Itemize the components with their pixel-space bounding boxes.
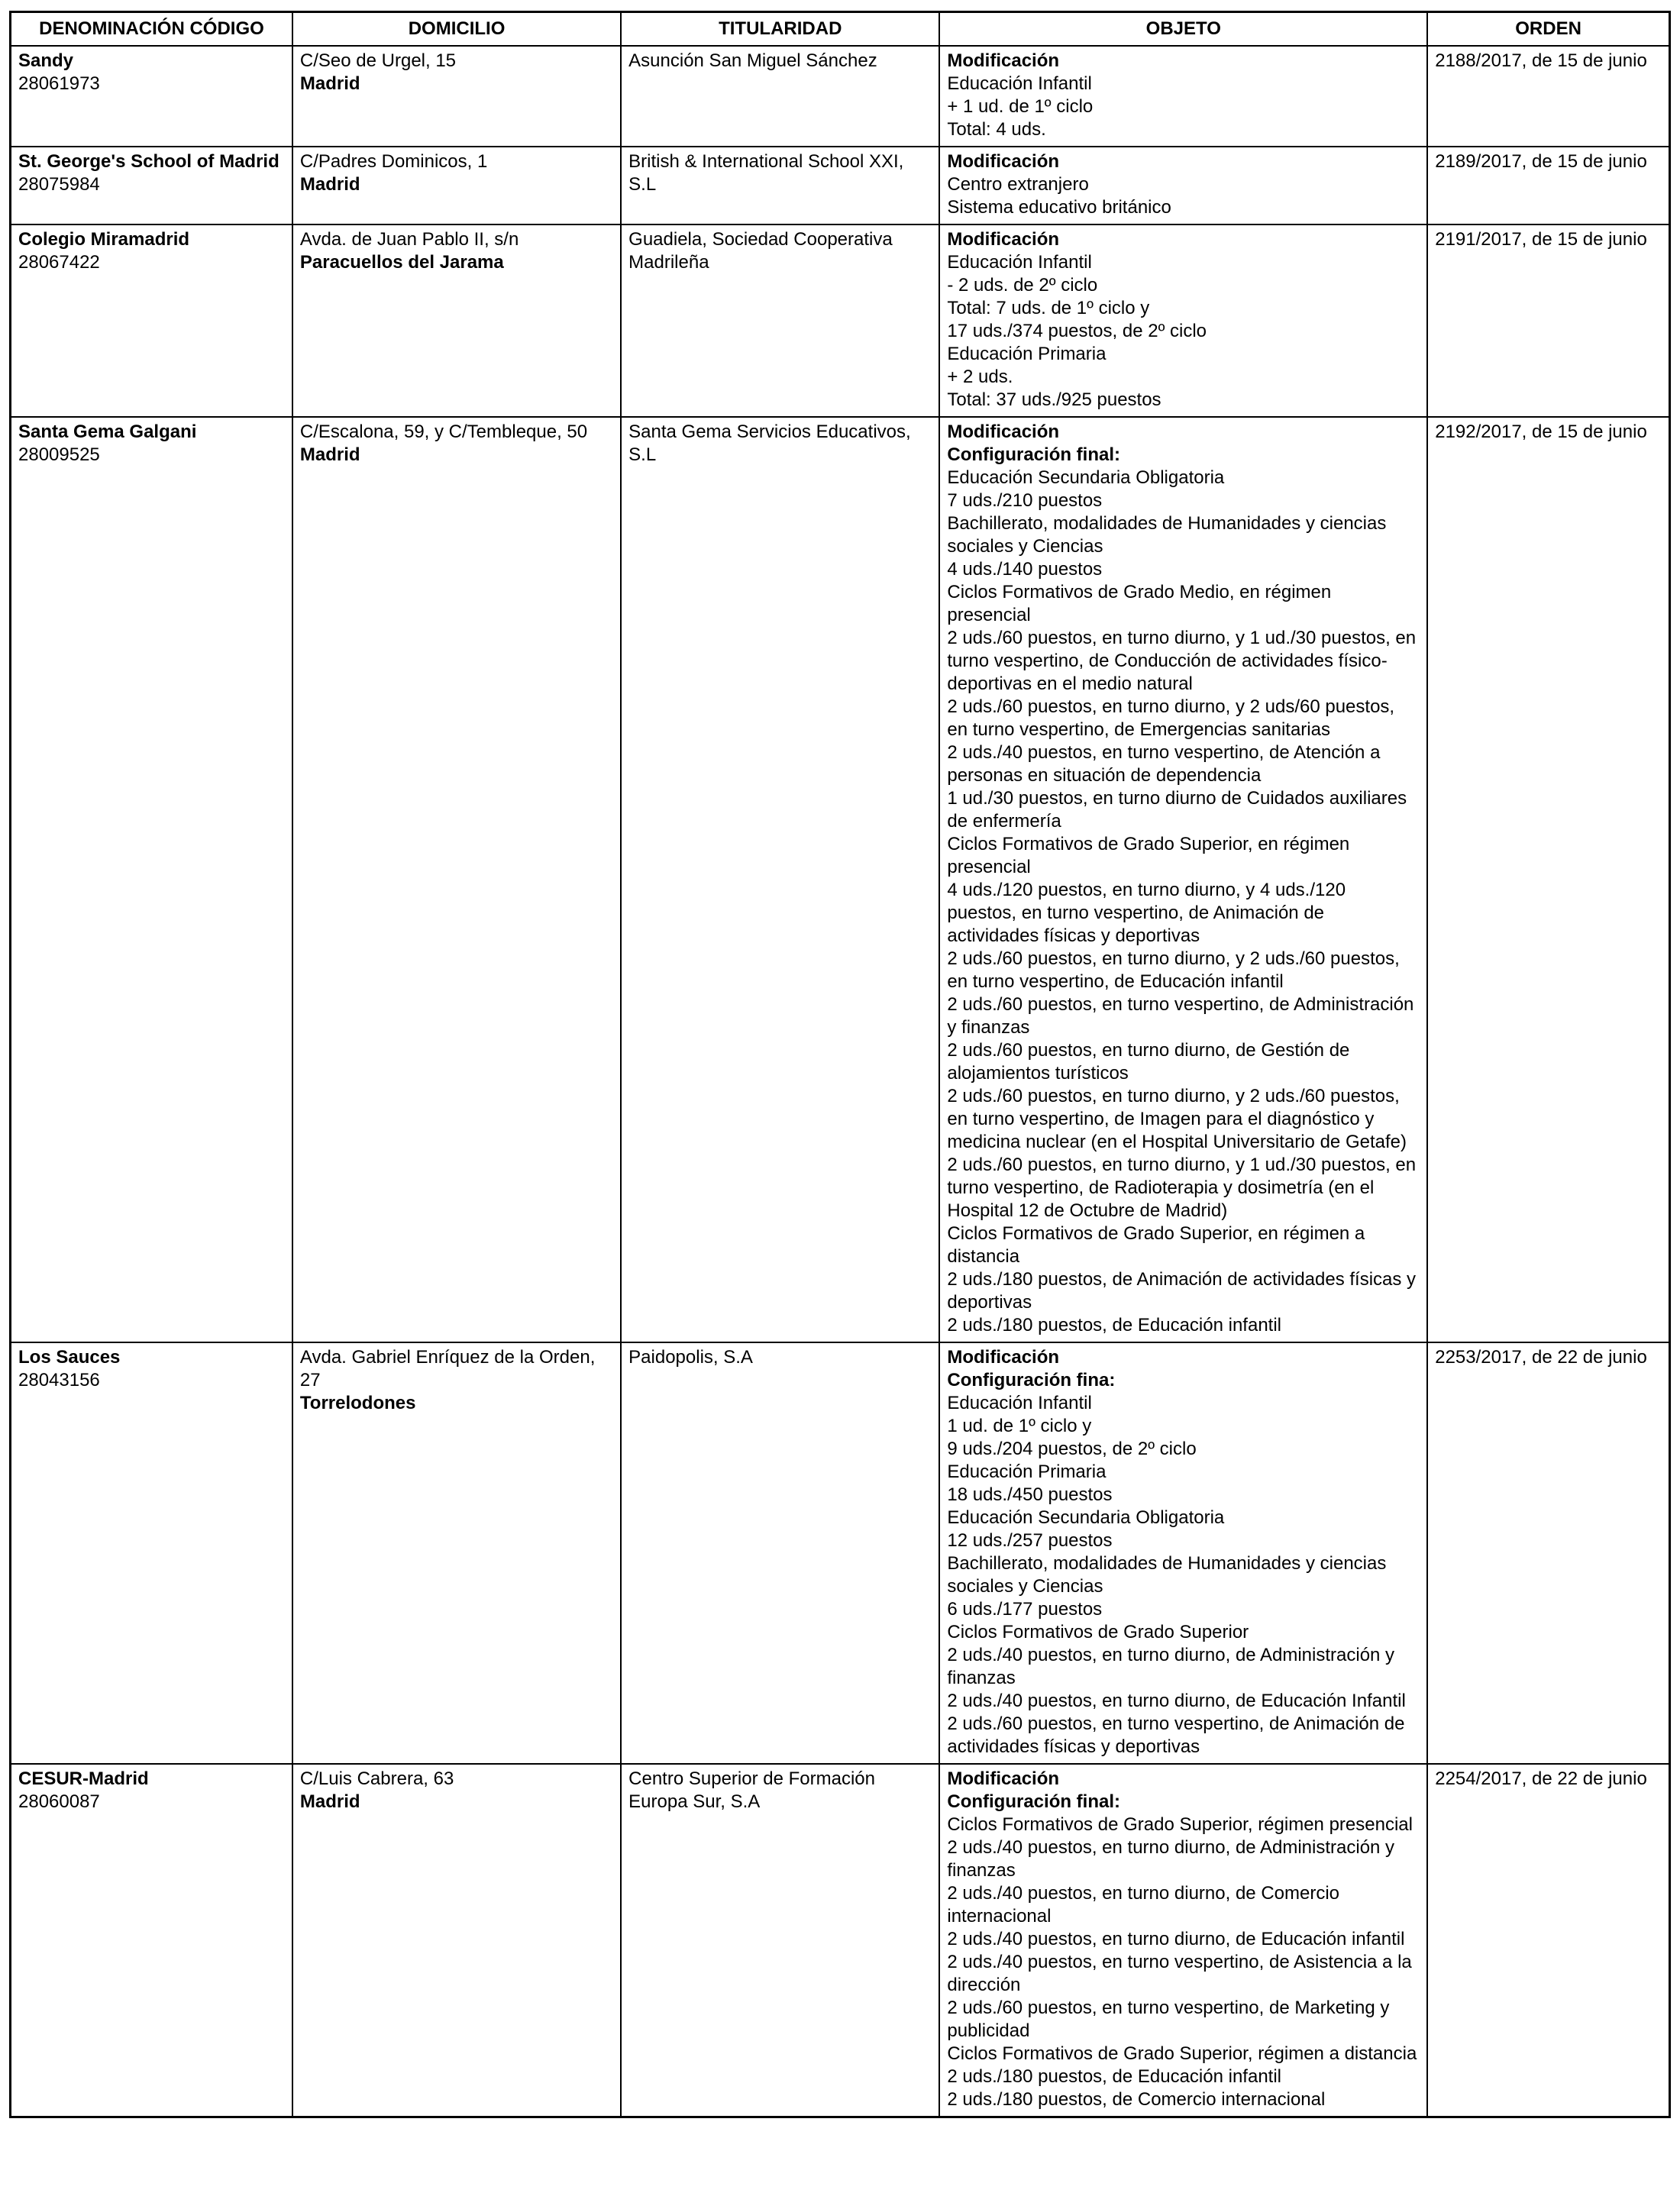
- cell-line: Sandy: [18, 50, 74, 71]
- cell-line: 2 uds./180 puestos, de Educación infantil: [947, 1315, 1281, 1336]
- cell-line: Modificación: [947, 1347, 1060, 1368]
- cell-titularidad: [621, 46, 939, 147]
- cell-line: 2191/2017, de 15 de junio: [1435, 229, 1647, 250]
- cell-line: 4 uds./120 puestos, en turno diurno, y 4 uds./120 puestos, en turno vespertino, de Animación de actividades físicas y deportivas: [947, 880, 1346, 946]
- cell-line: C/Escalona, 59, y C/Tembleque, 50: [299, 421, 588, 442]
- cell-line: 2192/2017, de 15 de junio: [1435, 421, 1647, 442]
- cell-line: 1 ud./30 puestos, en turno diurno de Cuidados auxiliares de enfermería: [947, 788, 1407, 832]
- cell-line: Educación Primaria: [947, 1461, 1107, 1482]
- header-objeto: OBJETO: [939, 12, 1427, 47]
- cell-line: Configuración fina:: [947, 1370, 1116, 1390]
- cell-line: 2 uds./60 puestos, en turno diurno, de Gestión de alojamientos turísticos: [947, 1040, 1350, 1084]
- cell-line: 2 uds./40 puestos, en turno diurno, de Educación infantil: [947, 1929, 1405, 1949]
- header-titularidad: TITULARIDAD: [621, 12, 939, 47]
- cell-line: Ciclos Formativos de Grado Superior: [947, 1622, 1249, 1642]
- cell-line: Modificación: [947, 151, 1060, 172]
- cell-titularidad: [621, 224, 939, 417]
- cell-line: 17 uds./374 puestos, de 2º ciclo: [947, 321, 1207, 341]
- cell-line: Avda. Gabriel Enríquez de la Orden, 27: [299, 1347, 596, 1390]
- cell-line: 18 uds./450 puestos: [947, 1484, 1113, 1505]
- registry-table-body: [11, 46, 1670, 2117]
- cell-line: 7 uds./210 puestos: [947, 490, 1103, 511]
- cell-line: 2188/2017, de 15 de junio: [1435, 50, 1647, 71]
- cell-denominacion: [11, 1764, 292, 2117]
- cell-line: Paracuellos del Jarama: [299, 252, 504, 273]
- cell-line: Paidopolis, S.A: [628, 1347, 753, 1368]
- cell-line: 28067422: [18, 252, 100, 273]
- cell-line: Ciclos Formativos de Grado Superior, régimen presencial: [947, 1814, 1413, 1835]
- cell-line: British & International School XXI, S.L: [628, 151, 904, 195]
- cell-line: 28043156: [18, 1370, 100, 1390]
- cell-orden: [1427, 147, 1669, 224]
- table-row: [11, 1342, 1670, 1764]
- cell-line: Avda. de Juan Pablo II, s/n: [299, 229, 519, 250]
- registry-table: [9, 11, 1671, 2118]
- cell-line: 2 uds./40 puestos, en turno diurno, de Administración y finanzas: [947, 1837, 1395, 1881]
- cell-line: Total: 4 uds.: [947, 119, 1046, 140]
- cell-denominacion: [11, 46, 292, 147]
- cell-line: Total: 7 uds. de 1º ciclo y: [947, 298, 1150, 318]
- cell-titularidad: [621, 147, 939, 224]
- cell-line: Asunción San Miguel Sánchez: [628, 50, 877, 71]
- cell-line: Ciclos Formativos de Grado Superior, régimen a distancia: [947, 2043, 1417, 2064]
- cell-line: 2 uds./40 puestos, en turno diurno, de Educación Infantil: [947, 1691, 1406, 1711]
- cell-line: Santa Gema Servicios Educativos, S.L: [628, 421, 911, 465]
- cell-line: Centro extranjero: [947, 174, 1089, 195]
- cell-line: Educación Infantil: [947, 252, 1092, 273]
- cell-line: 2 uds./60 puestos, en turno diurno, y 2 uds./60 puestos, en turno vespertino, de Educación infantil: [947, 948, 1400, 992]
- cell-line: Educación Primaria: [947, 344, 1107, 364]
- cell-objeto: [939, 147, 1427, 224]
- table-row: [11, 1764, 1670, 2117]
- cell-line: Modificación: [947, 421, 1060, 442]
- cell-line: 2 uds./40 puestos, en turno diurno, de Comercio internacional: [947, 1883, 1340, 1927]
- cell-line: Configuración final:: [947, 1791, 1121, 1812]
- cell-orden: [1427, 417, 1669, 1342]
- cell-line: 1 ud. de 1º ciclo y: [947, 1416, 1092, 1436]
- cell-line: Madrid: [299, 174, 360, 195]
- cell-line: 2 uds./60 puestos, en turno diurno, y 2 uds./60 puestos, en turno vespertino, de Imagen para el diagnóstico y medicina nuclear (en el Hospital Universitario de Getafe): [947, 1086, 1407, 1152]
- cell-orden: [1427, 1342, 1669, 1764]
- cell-line: Ciclos Formativos de Grado Superior, en régimen presencial: [947, 834, 1350, 877]
- cell-line: - 2 uds. de 2º ciclo: [947, 275, 1098, 296]
- cell-line: Total: 37 uds./925 puestos: [947, 389, 1161, 410]
- cell-orden: [1427, 224, 1669, 417]
- cell-line: Educación Infantil: [947, 73, 1092, 94]
- cell-orden: [1427, 46, 1669, 147]
- cell-line: Colegio Miramadrid: [18, 229, 190, 250]
- cell-line: Modificación: [947, 229, 1060, 250]
- cell-line: + 1 ud. de 1º ciclo: [947, 96, 1094, 117]
- cell-titularidad: [621, 1342, 939, 1764]
- cell-orden: [1427, 1764, 1669, 2117]
- cell-line: 9 uds./204 puestos, de 2º ciclo: [947, 1439, 1197, 1459]
- cell-denominacion: [11, 417, 292, 1342]
- cell-line: 6 uds./177 puestos: [947, 1599, 1103, 1620]
- cell-titularidad: [621, 1764, 939, 2117]
- cell-line: 2 uds./40 puestos, en turno vespertino, de Asistencia a la dirección: [947, 1952, 1412, 1995]
- cell-line: 2 uds./40 puestos, en turno vespertino, de Atención a personas en situación de dependencia: [947, 742, 1381, 786]
- cell-line: 2 uds./60 puestos, en turno diurno, y 1 ud./30 puestos, en turno vespertino, de Conducción de actividades físico-deportivas en el medio natural: [947, 628, 1417, 694]
- cell-line: C/Luis Cabrera, 63: [299, 1768, 454, 1789]
- cell-domicilio: [292, 147, 621, 224]
- cell-line: Centro Superior de Formación Europa Sur, S.A: [628, 1768, 875, 1812]
- table-header: [11, 12, 1670, 47]
- cell-line: Sistema educativo británico: [947, 197, 1171, 218]
- cell-line: Los Sauces: [18, 1347, 121, 1368]
- cell-objeto: [939, 224, 1427, 417]
- cell-line: 2189/2017, de 15 de junio: [1435, 151, 1647, 172]
- cell-line: C/Seo de Urgel, 15: [299, 50, 457, 71]
- cell-line: 2 uds./180 puestos, de Comercio internacional: [947, 2089, 1326, 2110]
- cell-line: 2 uds./60 puestos, en turno diurno, y 2 uds/60 puestos, en turno vespertino, de Emergencias sanitarias: [947, 696, 1395, 740]
- cell-domicilio: [292, 46, 621, 147]
- cell-titularidad: [621, 417, 939, 1342]
- cell-line: 28061973: [18, 73, 100, 94]
- cell-line: 2254/2017, de 22 de junio: [1435, 1768, 1647, 1789]
- cell-line: Ciclos Formativos de Grado Medio, en régimen presencial: [947, 582, 1332, 625]
- cell-line: Guadiela, Sociedad Cooperativa Madrileña: [628, 229, 893, 273]
- cell-line: 2 uds./180 puestos, de Educación infantil: [947, 2066, 1281, 2087]
- cell-line: 2 uds./60 puestos, en turno vespertino, de Animación de actividades físicas y deportivas: [947, 1713, 1405, 1757]
- cell-domicilio: [292, 417, 621, 1342]
- cell-denominacion: [11, 1342, 292, 1764]
- cell-objeto: [939, 1342, 1427, 1764]
- cell-line: St. George's School of Madrid: [18, 151, 279, 172]
- cell-line: Bachillerato, modalidades de Humanidades y ciencias sociales y Ciencias: [947, 513, 1387, 557]
- cell-domicilio: [292, 224, 621, 417]
- cell-line: Educación Infantil: [947, 1393, 1092, 1413]
- cell-line: + 2 uds.: [947, 367, 1013, 387]
- cell-line: Modificación: [947, 1768, 1060, 1789]
- cell-line: 28075984: [18, 174, 100, 195]
- header-row: [11, 12, 1670, 47]
- table-row: [11, 46, 1670, 147]
- cell-line: 2 uds./40 puestos, en turno diurno, de Administración y finanzas: [947, 1645, 1395, 1688]
- cell-line: 2 uds./60 puestos, en turno vespertino, de Marketing y publicidad: [947, 1998, 1390, 2041]
- cell-objeto: [939, 1764, 1427, 2117]
- header-domicilio: DOMICILIO: [292, 12, 621, 47]
- cell-line: 2 uds./180 puestos, de Animación de actividades físicas y deportivas: [947, 1269, 1417, 1313]
- cell-line: 28009525: [18, 444, 100, 465]
- cell-line: Torrelodones: [299, 1393, 416, 1413]
- cell-denominacion: [11, 147, 292, 224]
- cell-line: Madrid: [299, 73, 360, 94]
- cell-line: Madrid: [299, 444, 360, 465]
- cell-line: Modificación: [947, 50, 1060, 71]
- cell-line: 12 uds./257 puestos: [947, 1530, 1113, 1551]
- cell-line: Santa Gema Galgani: [18, 421, 197, 442]
- cell-line: Educación Secundaria Obligatoria: [947, 467, 1225, 488]
- cell-line: CESUR-Madrid: [18, 1768, 149, 1789]
- cell-line: 2 uds./60 puestos, en turno vespertino, de Administración y finanzas: [947, 994, 1414, 1038]
- cell-line: 2253/2017, de 22 de junio: [1435, 1347, 1647, 1368]
- cell-denominacion: [11, 224, 292, 417]
- table-row: [11, 224, 1670, 417]
- cell-line: Ciclos Formativos de Grado Superior, en régimen a distancia: [947, 1223, 1365, 1267]
- cell-objeto: [939, 417, 1427, 1342]
- cell-domicilio: [292, 1764, 621, 2117]
- cell-line: C/Padres Dominicos, 1: [299, 151, 488, 172]
- cell-line: 2 uds./60 puestos, en turno diurno, y 1 ud./30 puestos, en turno vespertino, de Radioterapia y dosimetría (en el Hospital 12 de Octubre de Madrid): [947, 1155, 1417, 1221]
- cell-objeto: [939, 46, 1427, 147]
- cell-line: Configuración final:: [947, 444, 1121, 465]
- cell-line: Madrid: [299, 1791, 360, 1812]
- header-denominacion-codigo: DENOMINACIÓN CÓDIGO: [11, 12, 292, 47]
- cell-line: 4 uds./140 puestos: [947, 559, 1103, 580]
- table-row: [11, 147, 1670, 224]
- cell-line: Educación Secundaria Obligatoria: [947, 1507, 1225, 1528]
- cell-domicilio: [292, 1342, 621, 1764]
- cell-line: Bachillerato, modalidades de Humanidades y ciencias sociales y Ciencias: [947, 1553, 1387, 1597]
- cell-line: 28060087: [18, 1791, 100, 1812]
- header-orden: ORDEN: [1427, 12, 1669, 47]
- table-row: [11, 417, 1670, 1342]
